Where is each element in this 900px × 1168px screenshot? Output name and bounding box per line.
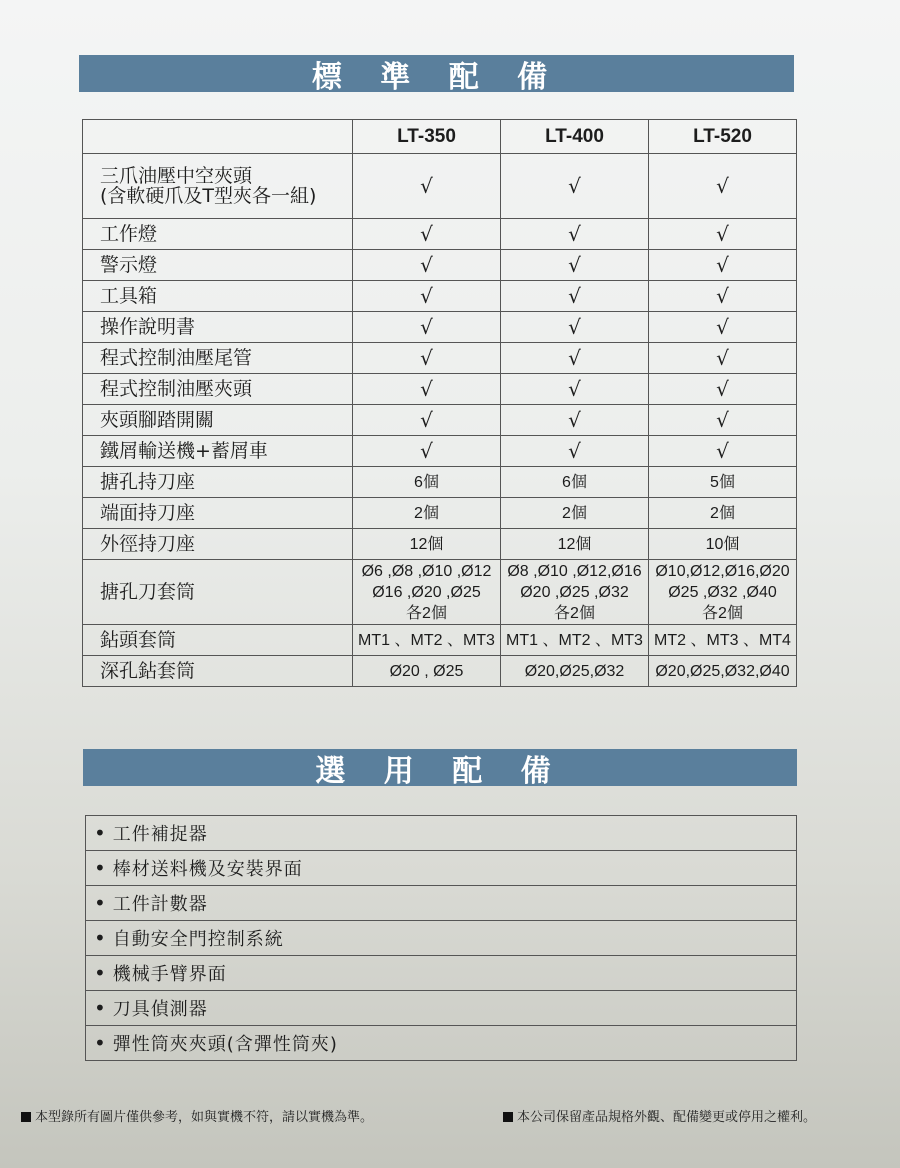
equipment-item-name [83,467,353,498]
spec-value: MT1 、MT2 、MT3 [506,631,643,649]
optional-equipment-banner [83,749,797,789]
footnote-left-text: 本型錄所有圖片僅供參考，如與實機不符，請以實機為準。 [35,1110,374,1125]
equipment-item-name [83,560,353,625]
check-mark: √ [420,284,433,308]
optional-item-label: 機械手臂界面 [112,964,227,985]
check-mark: √ [716,408,729,432]
spec-value: MT2 、MT3 、MT4 [654,631,791,649]
check-mark: √ [568,315,581,339]
equipment-item-name [83,498,353,529]
spec-value: 12個 [409,535,444,553]
check-mark-cell [649,436,797,467]
equipment-item-line: 鐵屑輸送機+蓄屑車 [100,440,268,462]
spec-value: Ø20,Ø25,Ø32,Ø40 [655,662,790,680]
table-row [83,436,797,467]
check-mark-cell [353,250,501,281]
check-mark: √ [568,439,581,463]
equipment-item-line: 端面持刀座 [100,502,196,524]
bullet-icon: • [94,891,107,915]
equipment-item-name [83,529,353,560]
standard-equipment-banner [79,55,794,95]
spec-value-cell [649,625,797,656]
equipment-item-name [83,374,353,405]
optional-item-label: 刀具偵測器 [112,999,208,1020]
check-mark: √ [420,174,433,198]
spec-value: 各2個 [554,604,595,622]
header-empty-cell [83,120,353,154]
square-bullet-icon [503,1112,513,1122]
check-mark-cell [501,154,649,219]
optional-item-label: 彈性筒夾夾頭(含彈性筒夾) [112,1034,338,1055]
spec-value-cell [501,656,649,687]
check-mark: √ [420,408,433,432]
check-mark-cell [649,219,797,250]
spec-value-cell [353,529,501,560]
check-mark: √ [568,174,581,198]
spec-value-cell [501,498,649,529]
equipment-item-name [83,405,353,436]
table-row [83,560,797,625]
spec-value: Ø20,Ø25,Ø32 [524,662,625,680]
check-mark: √ [420,315,433,339]
check-mark: √ [716,315,729,339]
list-item [85,1026,797,1061]
equipment-item-line: 三爪油壓中空夾頭 [100,165,253,187]
header-lt-350: LT-350 [353,120,501,154]
check-mark: √ [568,408,581,432]
spec-value: 2個 [414,504,439,522]
check-mark-cell [649,374,797,405]
check-mark: √ [568,222,581,246]
spec-value: Ø6 ,Ø8 ,Ø10 ,Ø12 [361,562,492,580]
equipment-item-line: 警示燈 [100,254,158,276]
equipment-item-line: 程式控制油壓夾頭 [100,378,253,400]
list-item [85,816,797,851]
check-mark: √ [716,284,729,308]
bullet-icon: • [94,926,107,950]
equipment-item-name [83,281,353,312]
optional-item-label: 工件補捉器 [112,824,208,845]
equipment-item-name [83,250,353,281]
table-row [83,154,797,219]
check-mark-cell [501,374,649,405]
table-row [83,250,797,281]
check-mark: √ [420,377,433,401]
table-row [83,498,797,529]
bullet-icon: • [94,856,107,880]
check-mark-cell [353,405,501,436]
spec-value: 10個 [705,535,740,553]
spec-value: Ø8 ,Ø10 ,Ø12,Ø16 [507,562,642,580]
table-row [83,529,797,560]
check-mark-cell [649,250,797,281]
spec-value: 2個 [562,504,587,522]
spec-value-cell [353,498,501,529]
list-item [85,886,797,921]
check-mark: √ [568,346,581,370]
standard-table-body [83,154,797,687]
equipment-item-line: 搪孔刀套筒 [100,581,196,603]
spec-value-cell [649,560,797,625]
check-mark: √ [716,174,729,198]
spec-value: Ø20 ,Ø25 ,Ø32 [520,583,629,601]
optional-item-label: 棒材送料機及安裝界面 [112,859,303,880]
check-mark-cell [501,250,649,281]
equipment-item-name [83,312,353,343]
equipment-item-line: 程式控制油壓尾管 [100,347,253,369]
spec-value-cell [353,625,501,656]
check-mark: √ [716,222,729,246]
table-row [83,343,797,374]
table-row [83,656,797,687]
check-mark-cell [353,343,501,374]
equipment-item-line: (含軟硬爪及T型夾各一組) [100,185,317,207]
spec-value-cell [353,467,501,498]
check-mark-cell [649,405,797,436]
equipment-item-line: 操作說明書 [100,316,196,338]
spec-value: Ø16 ,Ø20 ,Ø25 [372,583,481,601]
equipment-item-name [83,154,353,219]
equipment-item-name [83,219,353,250]
bullet-icon: • [94,821,107,845]
equipment-item-line: 深孔鉆套筒 [100,660,196,682]
header-lt-520: LT-520 [649,120,797,154]
table-row [83,467,797,498]
equipment-item-name [83,343,353,374]
table-row [83,312,797,343]
table-row [83,625,797,656]
spec-value-cell [501,529,649,560]
check-mark-cell [353,312,501,343]
spec-value: 6個 [414,473,439,491]
table-header-row [83,120,797,154]
spec-value: 2個 [710,504,735,522]
spec-value: 5個 [710,473,735,491]
check-mark: √ [420,346,433,370]
spec-value-cell [649,656,797,687]
equipment-item-name [83,625,353,656]
bullet-icon: • [94,961,107,985]
standard-equipment-title: 標 準 配 備 [311,59,562,95]
spec-value: Ø10,Ø12,Ø16,Ø20 [655,562,790,580]
check-mark: √ [716,439,729,463]
check-mark-cell [353,219,501,250]
check-mark-cell [501,405,649,436]
spec-value: 12個 [557,535,592,553]
check-mark-cell [353,154,501,219]
check-mark-cell [353,436,501,467]
header-lt-400: LT-400 [501,120,649,154]
bullet-icon: • [94,996,107,1020]
equipment-item-name [83,436,353,467]
table-row [83,405,797,436]
spec-value-cell [501,625,649,656]
equipment-item-line: 搪孔持刀座 [100,471,196,493]
spec-value-cell [501,560,649,625]
footnote-right [503,1106,816,1125]
check-mark: √ [420,222,433,246]
standard-equipment-table [82,119,797,687]
equipment-item-line: 外徑持刀座 [100,533,196,555]
spec-value: Ø20 , Ø25 [389,662,464,680]
check-mark-cell [649,281,797,312]
list-item [85,921,797,956]
check-mark: √ [568,284,581,308]
list-item [85,991,797,1026]
check-mark-cell [649,154,797,219]
check-mark-cell [501,436,649,467]
footnote-left [21,1106,373,1125]
check-mark: √ [716,346,729,370]
check-mark-cell [353,281,501,312]
spec-value: 6個 [562,473,587,491]
check-mark: √ [420,253,433,277]
table-row [83,281,797,312]
check-mark-cell [501,312,649,343]
spec-value-cell [353,560,501,625]
table-row [83,219,797,250]
equipment-item-line: 鉆頭套筒 [100,629,177,651]
spec-value-cell [649,467,797,498]
check-mark: √ [716,253,729,277]
spec-value-cell [353,656,501,687]
optional-item-label: 工件計數器 [112,894,208,915]
check-mark-cell [353,374,501,405]
bullet-icon: • [94,1031,107,1055]
spec-value-cell [649,529,797,560]
check-mark-cell [501,219,649,250]
check-mark: √ [716,377,729,401]
optional-equipment-title: 選 用 配 備 [315,753,565,789]
spec-value: Ø25 ,Ø32 ,Ø40 [668,583,777,601]
check-mark: √ [568,377,581,401]
optional-item-label: 自動安全門控制系統 [112,929,284,950]
check-mark-cell [501,343,649,374]
check-mark-cell [501,281,649,312]
check-mark: √ [568,253,581,277]
footnote-right-text: 本公司保留產品規格外觀、配備變更或停用之權利。 [517,1110,817,1125]
check-mark-cell [649,343,797,374]
list-item [85,851,797,886]
check-mark-cell [649,312,797,343]
optional-equipment-list [85,815,797,1061]
check-mark: √ [420,439,433,463]
equipment-item-line: 工作燈 [100,223,158,245]
equipment-item-line: 夾頭腳踏開關 [100,409,215,431]
square-bullet-icon [21,1112,31,1122]
list-item [85,956,797,991]
spec-value: 各2個 [406,604,447,622]
equipment-item-name [83,656,353,687]
spec-value: 各2個 [702,604,743,622]
spec-value-cell [501,467,649,498]
table-row [83,374,797,405]
spec-value: MT1 、MT2 、MT3 [358,631,495,649]
spec-value-cell [649,498,797,529]
equipment-item-line: 工具箱 [100,285,158,307]
